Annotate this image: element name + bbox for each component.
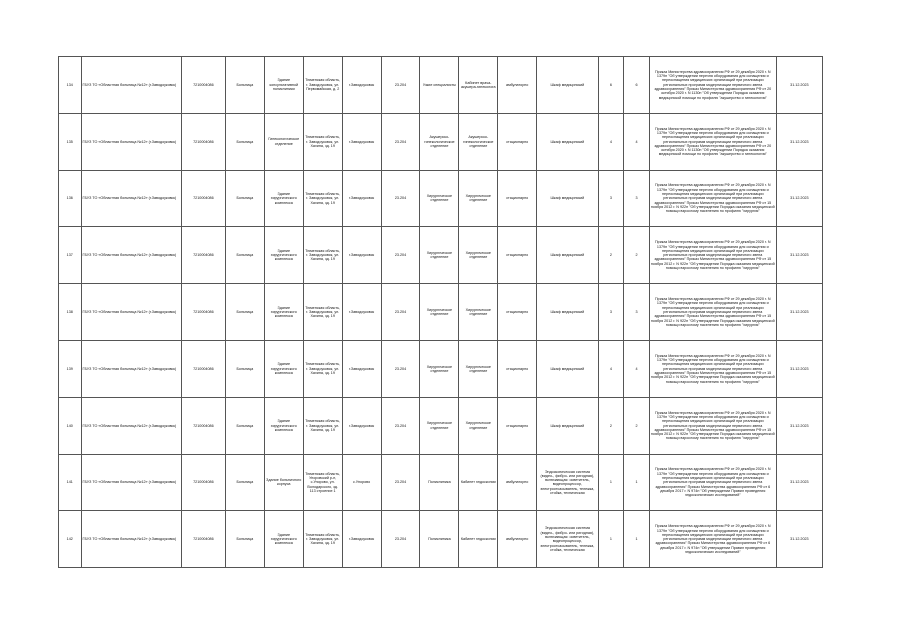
building-cell: Здание хирургического комплекса — [264, 170, 303, 227]
care-form-cell: стационарно — [498, 284, 537, 341]
equipment-cell: Эндоскопическая система (видео-, фибро- или ригидная), включающая: осветитель, видеопроцессор, электроотсасыватель, тележка, стойка, техническая — [537, 454, 598, 511]
facility-type-cell: Больница — [225, 170, 264, 227]
table-row — [59, 284, 823, 341]
facility-type-cell: Больница — [225, 227, 264, 284]
date-cell: 31.12.2023 — [776, 397, 822, 454]
facility-type-cell: Больница — [225, 454, 264, 511]
row-number-cell: 141 — [59, 454, 82, 511]
quantity-plan-cell: 2 — [598, 397, 624, 454]
address-cell: Тюменская область, г. Заводоуковск, ул. Хахина, зд. 19 — [303, 397, 342, 454]
care-form-cell: амбулаторно — [498, 454, 537, 511]
row-number-cell: 136 — [59, 170, 82, 227]
organization-cell: ГБУЗ ТО «Областная больница №12» (г.Заводоуковск) — [81, 227, 181, 284]
city-cell: г.Заводоуковск — [342, 113, 381, 170]
building-cell: Здание хирургического комплекса — [264, 227, 303, 284]
row-number-cell: 139 — [59, 340, 82, 397]
subdivision-cell: Акушерско-гинекологическое отделение — [459, 113, 498, 170]
document-page — [58, 56, 823, 568]
legal-basis-cell: Приказ Министерства здравоохранения РФ от 29 декабря 2020 г. N 1379н "Об утверждении перечня оборудования для оснащения и переоснащения медицинских организаций при реализации региональных программ модернизации первичного звена здравоохранения" Приказ Министерства здравоохранения РФ от 15 ноября 2012 г. N 922н "Об утверждении Порядка оказания медицинской помощи взрослому населению по профилю "хирургия" — [649, 170, 776, 227]
legal-basis-cell: Приказ Министерства здравоохранения РФ от 29 декабря 2020 г. N 1379н "Об утверждении перечня оборудования для оснащения и переоснащения медицинских организаций при реализации региональных программ модернизации первичного звена здравоохранения" Приказ Министерства здравоохранения РФ от 20 октября 2020 г. N 1130н "Об утверждении Порядка оказания медицинской помощи по профилю "акушерство и гинекология" — [649, 57, 776, 114]
city-cell: г.Заводоуковск — [342, 397, 381, 454]
subdivision-cell: Хирургическое отделение — [459, 227, 498, 284]
organization-cell: ГБУЗ ТО «Областная больница №12» (г.Заводоуковск) — [81, 284, 181, 341]
city-cell: г.Заводоуковск — [342, 170, 381, 227]
care-form-cell: стационарно — [498, 227, 537, 284]
city-cell: с.Упорово — [342, 454, 381, 511]
subdivision-cell: Хирургическое отделение — [459, 284, 498, 341]
date-cell: 31.12.2023 — [776, 227, 822, 284]
building-cell: Здание хирургического комплекса — [264, 397, 303, 454]
quantity-fact-cell: 3 — [624, 284, 650, 341]
quantity-fact-cell: 4 — [624, 113, 650, 170]
facility-type-cell: Больница — [225, 511, 264, 568]
table-row — [59, 340, 823, 397]
quantity-fact-cell: 2 — [624, 227, 650, 284]
care-form-cell: стационарно — [498, 397, 537, 454]
legal-basis-cell: Приказ Министерства здравоохранения РФ от 29 декабря 2020 г. N 1379н "Об утверждении перечня оборудования для оснащения и переоснащения медицинских организаций при реализации региональных программ модернизации первичного звена здравоохранения" Приказ Министерства здравоохранения РФ от 6 декабря 2017 г. N 974н "Об утверждении Правил проведения эндоскопических исследований" — [649, 454, 776, 511]
quantity-fact-cell: 2 — [624, 397, 650, 454]
inn-cell: 7210004086 — [181, 284, 225, 341]
department-cell: Хирургическое отделение — [420, 170, 459, 227]
organization-cell: ГБУЗ ТО «Областная больница №12» (г.Заводоуковск) — [81, 340, 181, 397]
oktmo-cell: 23.204 — [381, 284, 420, 341]
equipment-cell: Эндоскопическая система (видео-, фибро- или ригидная), включающая: осветитель, видеопроцессор, электроотсасыватель, тележка, стойка, техническая — [537, 511, 598, 568]
date-cell: 31.12.2023 — [776, 454, 822, 511]
quantity-plan-cell: 1 — [598, 454, 624, 511]
inn-cell: 7210004086 — [181, 57, 225, 114]
address-cell: Тюменская область, г. Заводоуковск, ул. Первомайская, д. 2 — [303, 57, 342, 114]
care-form-cell: стационарно — [498, 170, 537, 227]
quantity-plan-cell: 4 — [598, 340, 624, 397]
quantity-plan-cell: 1 — [598, 511, 624, 568]
quantity-plan-cell: 4 — [598, 113, 624, 170]
equipment-table — [58, 56, 823, 568]
subdivision-cell: Кабинет эндоскопии — [459, 511, 498, 568]
organization-cell: ГБУЗ ТО «Областная больница №12» (г.Заводоуковск) — [81, 113, 181, 170]
oktmo-cell: 23.204 — [381, 397, 420, 454]
equipment-cell: Шкаф медицинский — [537, 397, 598, 454]
inn-cell: 7210004086 — [181, 511, 225, 568]
care-form-cell: амбулаторно — [498, 511, 537, 568]
facility-type-cell: Больница — [225, 340, 264, 397]
address-cell: Тюменская область, г. Заводоуковск, ул. Хахина, зд. 19 — [303, 511, 342, 568]
department-cell: Хирургическое отделение — [420, 340, 459, 397]
city-cell: г.Заводоуковск — [342, 340, 381, 397]
department-cell: Хирургическое отделение — [420, 284, 459, 341]
inn-cell: 7210004086 — [181, 454, 225, 511]
date-cell: 31.12.2023 — [776, 340, 822, 397]
subdivision-cell: Кабинет эндоскопии — [459, 454, 498, 511]
quantity-fact-cell: 1 — [624, 511, 650, 568]
row-number-cell: 140 — [59, 397, 82, 454]
organization-cell: ГБУЗ ТО «Областная больница №12» (г.Заводоуковск) — [81, 397, 181, 454]
department-cell: Поликлиника — [420, 454, 459, 511]
address-cell: Тюменская область, г. Заводоуковск, ул. Хахина, зд. 19 — [303, 284, 342, 341]
department-cell: Акушерско-гинекологическое отделение — [420, 113, 459, 170]
oktmo-cell: 23.204 — [381, 170, 420, 227]
row-number-cell: 137 — [59, 227, 82, 284]
oktmo-cell: 23.204 — [381, 511, 420, 568]
table-row — [59, 397, 823, 454]
address-cell: Тюменская область, г. Заводоуковск, ул. Хахина, зд. 19 — [303, 170, 342, 227]
legal-basis-cell: Приказ Министерства здравоохранения РФ от 29 декабря 2020 г. N 1379н "Об утверждении перечня оборудования для оснащения и переоснащения медицинских организаций при реализации региональных программ модернизации первичного звена здравоохранения" Приказ Министерства здравоохранения РФ от 20 октября 2020 г. N 1130н "Об утверждении Порядка оказания медицинской помощи по профилю "акушерство и гинекология" — [649, 113, 776, 170]
subdivision-cell: Хирургическое отделение — [459, 397, 498, 454]
inn-cell: 7210004086 — [181, 170, 225, 227]
building-cell: Здание больничного корпуса — [264, 454, 303, 511]
city-cell: г.Заводоуковск — [342, 511, 381, 568]
organization-cell: ГБУЗ ТО «Областная больница №12» (г.Заводоуковск) — [81, 511, 181, 568]
quantity-plan-cell: 3 — [598, 284, 624, 341]
oktmo-cell: 23.204 — [381, 113, 420, 170]
row-number-cell: 142 — [59, 511, 82, 568]
oktmo-cell: 23.204 — [381, 57, 420, 114]
legal-basis-cell: Приказ Министерства здравоохранения РФ от 29 декабря 2020 г. N 1379н "Об утверждении перечня оборудования для оснащения и переоснащения медицинских организаций при реализации региональных программ модернизации первичного звена здравоохранения" Приказ Министерства здравоохранения РФ от 15 ноября 2012 г. N 922н "Об утверждении Порядка оказания медицинской помощи взрослому населению по профилю "хирургия" — [649, 340, 776, 397]
quantity-fact-cell: 6 — [624, 57, 650, 114]
table-row — [59, 170, 823, 227]
organization-cell: ГБУЗ ТО «Областная больница №12» (г.Заводоуковск) — [81, 170, 181, 227]
legal-basis-cell: Приказ Министерства здравоохранения РФ от 29 декабря 2020 г. N 1379н "Об утверждении перечня оборудования для оснащения и переоснащения медицинских организаций при реализации региональных программ модернизации первичного звена здравоохранения" Приказ Министерства здравоохранения РФ от 6 декабря 2017 г. N 974н "Об утверждении Правил проведения эндоскопических исследований" — [649, 511, 776, 568]
inn-cell: 7210004086 — [181, 113, 225, 170]
inn-cell: 7210004086 — [181, 227, 225, 284]
address-cell: Тюменская область, г. Заводоуковск, ул. Хахина, зд. 19 — [303, 340, 342, 397]
subdivision-cell: Хирургическое отделение — [459, 340, 498, 397]
date-cell: 31.12.2023 — [776, 57, 822, 114]
inn-cell: 7210004086 — [181, 340, 225, 397]
quantity-plan-cell: 3 — [598, 170, 624, 227]
table-body — [59, 57, 823, 568]
care-form-cell: стационарно — [498, 113, 537, 170]
city-cell: г.Заводоуковск — [342, 227, 381, 284]
facility-type-cell: Больница — [225, 284, 264, 341]
equipment-cell: Шкаф медицинский — [537, 284, 598, 341]
quantity-fact-cell: 3 — [624, 170, 650, 227]
date-cell: 31.12.2023 — [776, 170, 822, 227]
date-cell: 31.12.2023 — [776, 113, 822, 170]
building-cell: Здание консультативной поликлиники — [264, 57, 303, 114]
department-cell: Поликлиника — [420, 511, 459, 568]
city-cell: г.Заводоуковск — [342, 57, 381, 114]
oktmo-cell: 23.204 — [381, 454, 420, 511]
quantity-plan-cell: 2 — [598, 227, 624, 284]
legal-basis-cell: Приказ Министерства здравоохранения РФ от 29 декабря 2020 г. N 1379н "Об утверждении перечня оборудования для оснащения и переоснащения медицинских организаций при реализации региональных программ модернизации первичного звена здравоохранения" Приказ Министерства здравоохранения РФ от 15 ноября 2012 г. N 922н "Об утверждении Порядка оказания медицинской помощи взрослому населению по профилю "хирургия" — [649, 397, 776, 454]
quantity-fact-cell: 4 — [624, 340, 650, 397]
table-row — [59, 227, 823, 284]
care-form-cell: амбулаторно — [498, 57, 537, 114]
quantity-fact-cell: 1 — [624, 454, 650, 511]
address-cell: Тюменская область, г. Заводоуковск, ул. Хахина, зд. 19 — [303, 227, 342, 284]
legal-basis-cell: Приказ Министерства здравоохранения РФ от 29 декабря 2020 г. N 1379н "Об утверждении перечня оборудования для оснащения и переоснащения медицинских организаций при реализации региональных программ модернизации первичного звена здравоохранения" Приказ Министерства здравоохранения РФ от 15 ноября 2012 г. N 922н "Об утверждении Порядка оказания медицинской помощи взрослому населению по профилю "хирургия" — [649, 284, 776, 341]
care-form-cell: стационарно — [498, 340, 537, 397]
department-cell: Узкие специалисты — [420, 57, 459, 114]
table-row — [59, 57, 823, 114]
inn-cell: 7210004086 — [181, 397, 225, 454]
address-cell: Тюменская область, г. Заводоуковск, ул. Хахина, зд. 19 — [303, 113, 342, 170]
facility-type-cell: Больница — [225, 57, 264, 114]
legal-basis-cell: Приказ Министерства здравоохранения РФ от 29 декабря 2020 г. N 1379н "Об утверждении перечня оборудования для оснащения и переоснащения медицинских организаций при реализации региональных программ модернизации первичного звена здравоохранения" Приказ Министерства здравоохранения РФ от 15 ноября 2012 г. N 922н "Об утверждении Порядка оказания медицинской помощи взрослому населению по профилю "хирургия" — [649, 227, 776, 284]
equipment-cell: Шкаф медицинский — [537, 227, 598, 284]
subdivision-cell: Кабинет врача-акушера-гинеколога — [459, 57, 498, 114]
table-row — [59, 511, 823, 568]
row-number-cell: 135 — [59, 113, 82, 170]
date-cell: 31.12.2023 — [776, 511, 822, 568]
equipment-cell: Шкаф медицинский — [537, 340, 598, 397]
city-cell: г.Заводоуковск — [342, 284, 381, 341]
department-cell: Хирургическое отделение — [420, 397, 459, 454]
oktmo-cell: 23.204 — [381, 340, 420, 397]
equipment-cell: Шкаф медицинский — [537, 57, 598, 114]
organization-cell: ГБУЗ ТО «Областная больница №12» (г.Заводоуковск) — [81, 57, 181, 114]
department-cell: Хирургическое отделение — [420, 227, 459, 284]
building-cell: Гинекологическое отделение — [264, 113, 303, 170]
facility-type-cell: Больница — [225, 397, 264, 454]
facility-type-cell: Больница — [225, 113, 264, 170]
date-cell: 31.12.2023 — [776, 284, 822, 341]
building-cell: Здание хирургического комплекса — [264, 284, 303, 341]
row-number-cell: 134 — [59, 57, 82, 114]
oktmo-cell: 23.204 — [381, 227, 420, 284]
address-cell: Тюменская область, Упоровский р-н, с.Упорово, ул. Володарского, зд. 113 строение 1 — [303, 454, 342, 511]
building-cell: Здание хирургического комплекса — [264, 511, 303, 568]
subdivision-cell: Хирургическое отделение — [459, 170, 498, 227]
equipment-cell: Шкаф медицинский — [537, 170, 598, 227]
organization-cell: ГБУЗ ТО «Областная больница №12» (г.Заводоуковск) — [81, 454, 181, 511]
quantity-plan-cell: 6 — [598, 57, 624, 114]
building-cell: Здание хирургического комплекса — [264, 340, 303, 397]
equipment-cell: Шкаф медицинский — [537, 113, 598, 170]
table-row — [59, 454, 823, 511]
row-number-cell: 138 — [59, 284, 82, 341]
table-row — [59, 113, 823, 170]
